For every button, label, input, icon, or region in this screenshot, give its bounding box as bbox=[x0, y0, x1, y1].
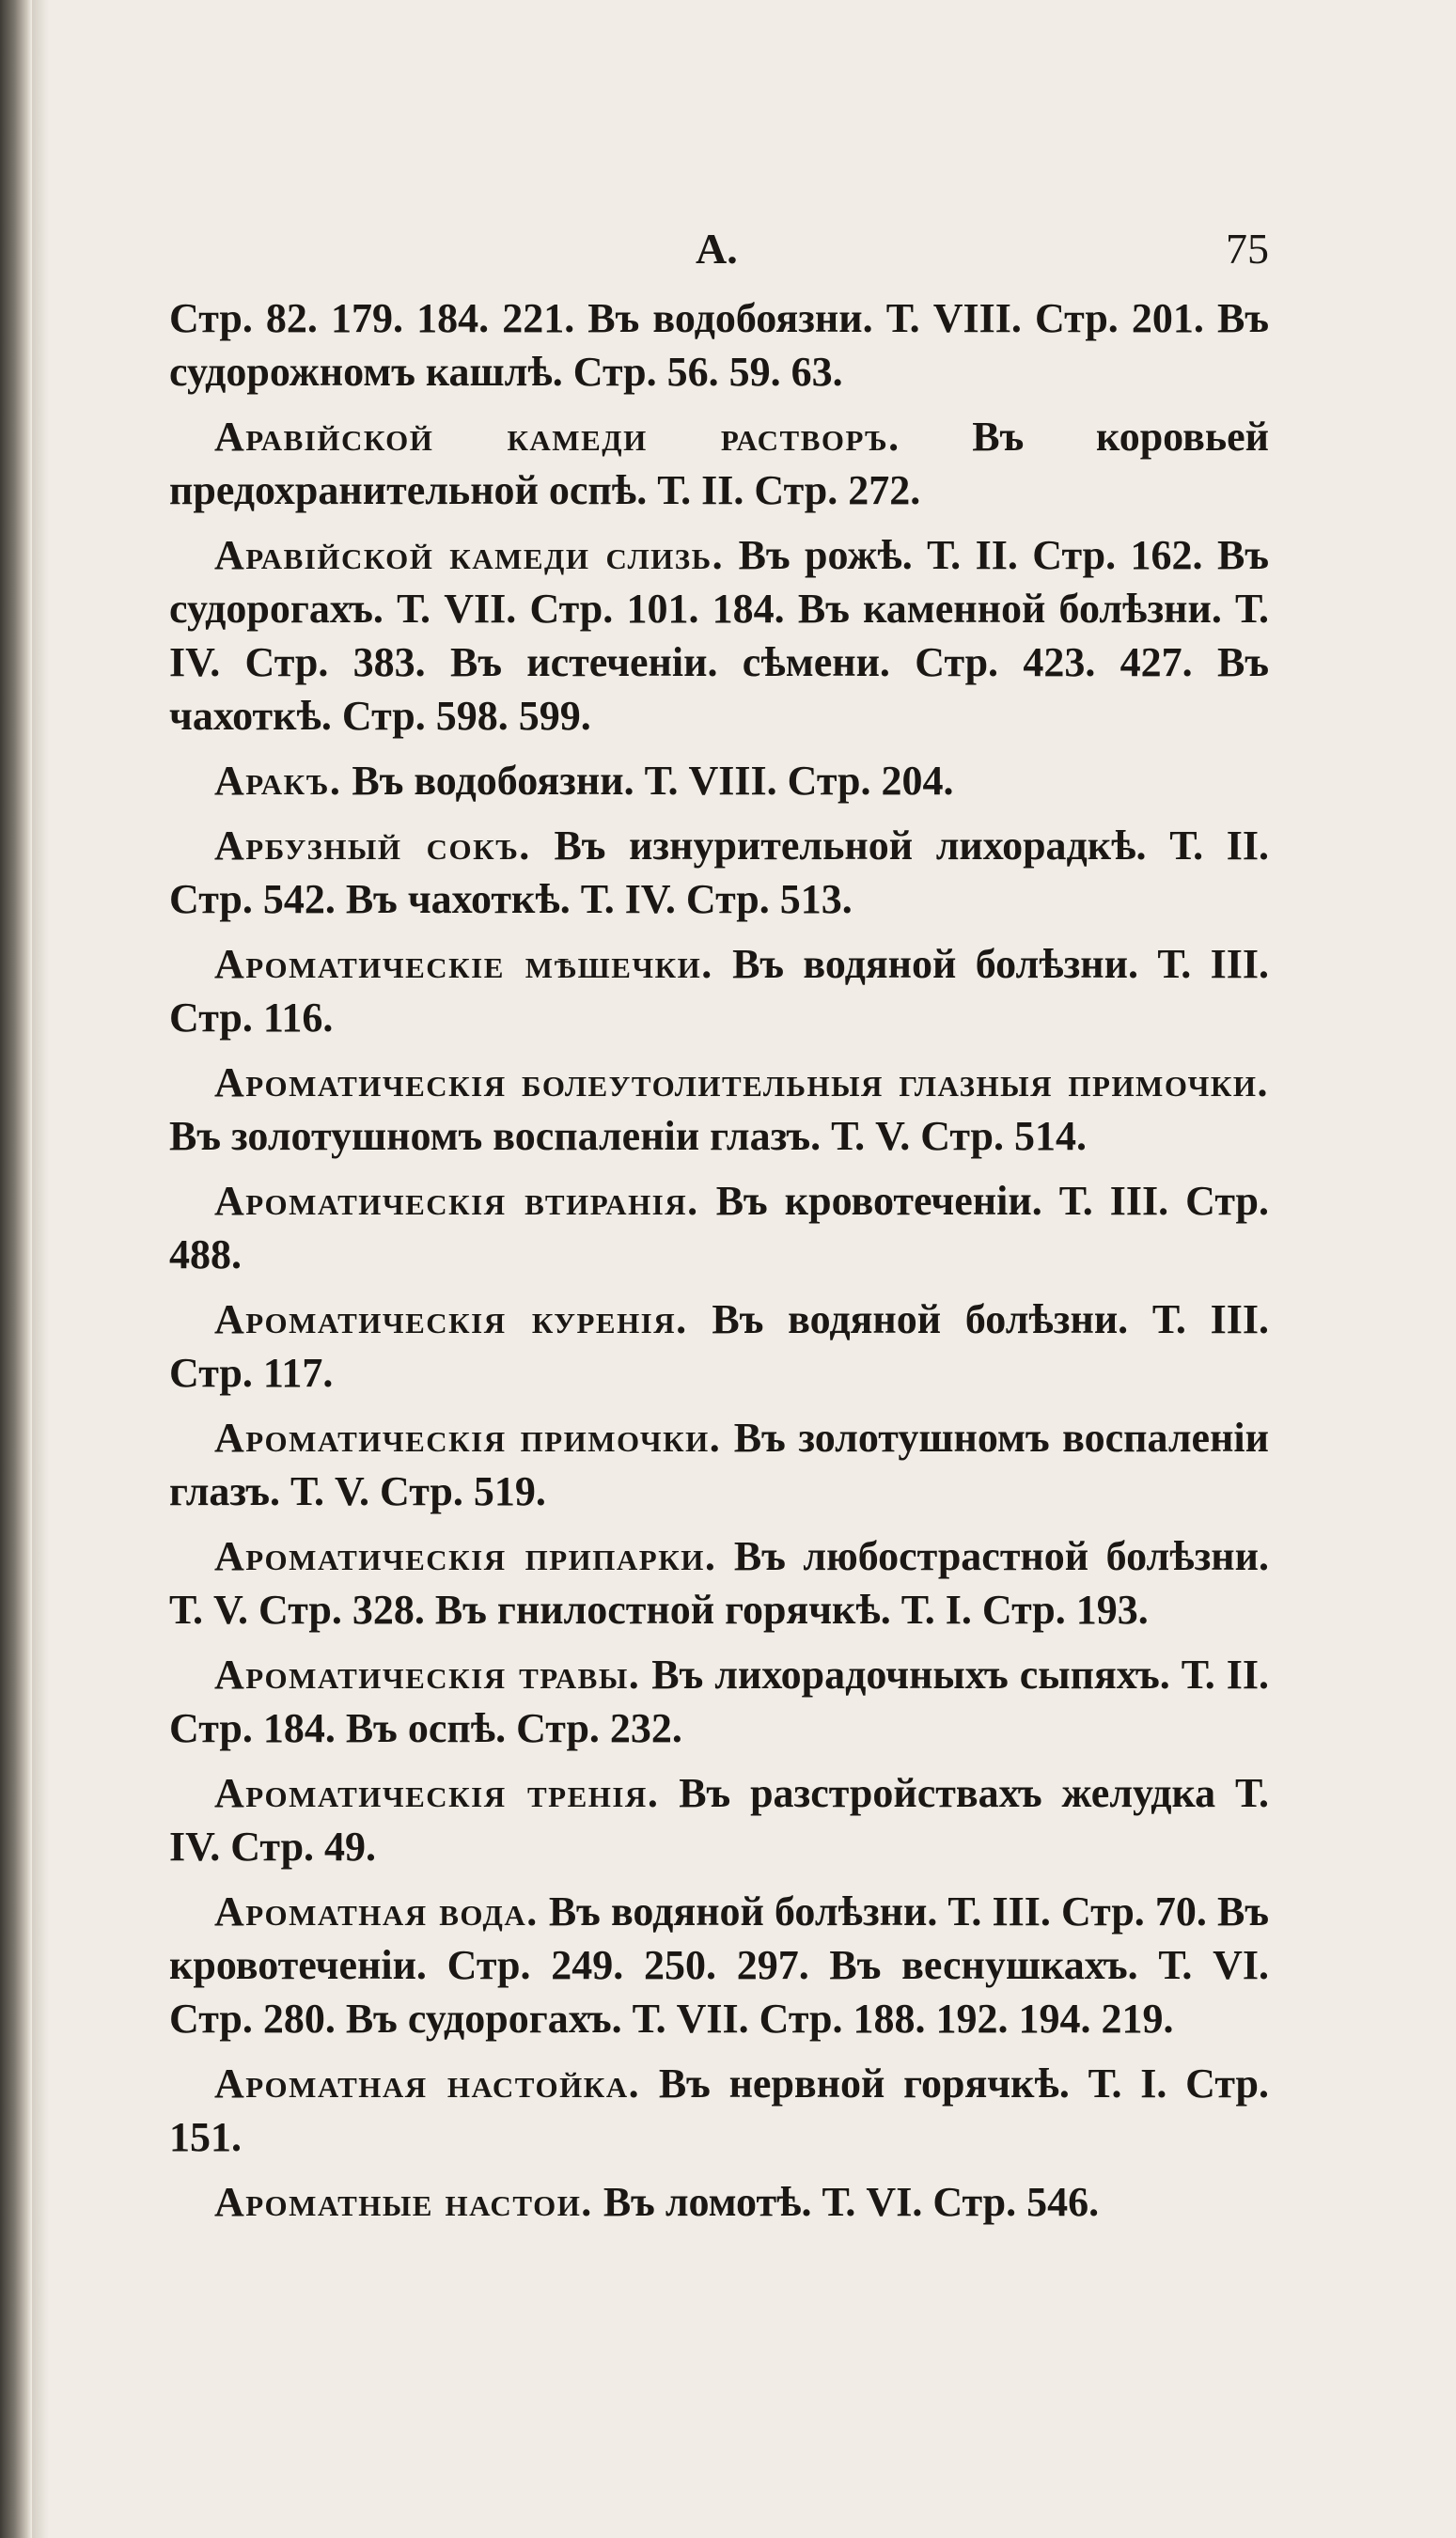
entry-text: Въ золотушномъ воспаленіи глазъ. Т. V. Стр. 514. bbox=[169, 1113, 1088, 1159]
index-entry bbox=[169, 1411, 1269, 1518]
entry-text: Въ разстройствахъ желудка Т. IV. Стр. 49. bbox=[169, 1770, 1269, 1870]
entry-headword: Ароматная настойка. bbox=[214, 2060, 641, 2107]
index-entry bbox=[169, 1174, 1269, 1281]
entry-headword: Ароматическіе мѣшечки. bbox=[214, 941, 713, 987]
index-entry bbox=[169, 410, 1269, 517]
entry-text: Въ лихорадочныхъ сыпяхъ. Т. II. Стр. 184. Въ оспѣ. Стр. 232. bbox=[169, 1652, 1269, 1751]
book-spine-shadow bbox=[0, 0, 32, 2538]
entry-text: Въ любострастной болѣзни. Т. V. Стр. 328. Въ гнилостной горячкѣ. Т. I. Стр. 193. bbox=[169, 1533, 1269, 1633]
index-entry bbox=[169, 1292, 1269, 1400]
index-entry bbox=[169, 1766, 1269, 1873]
index-entry bbox=[169, 819, 1269, 926]
index-entry bbox=[169, 1529, 1269, 1637]
entry-headword: Ароматическія болеутолительныя глазныя примочки. bbox=[214, 1059, 1269, 1105]
entry-text: Въ золотушномъ воспаленіи глазъ. Т. V. Стр. 519. bbox=[169, 1415, 1270, 1514]
running-head: А. bbox=[696, 225, 738, 273]
entry-text: Въ коровьей предохранительной оспѣ. Т. II. Стр. 272. bbox=[169, 414, 1269, 513]
index-entry bbox=[169, 528, 1269, 743]
index-entry bbox=[169, 1885, 1269, 2045]
continued-entry-text: Стр. 82. 179. 184. 221. Въ водобоязни. Т. VIII. Стр. 201. Въ судорожномъ кашлѣ. Стр. 56. 59. 63. bbox=[169, 295, 1269, 395]
index-entry bbox=[169, 754, 1269, 807]
page-edge bbox=[32, 0, 49, 2538]
entry-text: Въ рожѣ. Т. II. Стр. 162. Въ судорогахъ. Т. VII. Стр. 101. 184. Въ каменной болѣзни. Т. IV. Стр. 383. Въ истеченіи. сѣмени. Стр. 423. 427. Въ чахоткѣ. Стр. 598. 599. bbox=[169, 532, 1269, 739]
index-entry bbox=[169, 1056, 1269, 1163]
entry-headword: Ароматическія примочки. bbox=[214, 1415, 722, 1461]
entry-text: Въ ломотѣ. Т. VI. Стр. 546. bbox=[603, 2179, 1100, 2225]
page-number: 75 bbox=[1226, 225, 1269, 273]
entry-headword: Аравійской камеди растворъ. bbox=[214, 414, 900, 460]
entry-text: Въ нервной горячкѣ. Т. I. Стр. 151. bbox=[169, 2060, 1269, 2160]
entry-headword: Ароматическія втиранія. bbox=[214, 1178, 699, 1224]
entry-headword: Ароматическія припарки. bbox=[214, 1533, 717, 1579]
entry-headword: Ароматные настои. bbox=[214, 2179, 593, 2225]
index-entry bbox=[169, 1648, 1269, 1755]
entry-headword: Ароматная вода. bbox=[214, 1888, 539, 1935]
entry-text: Въ водобоязни. Т. VIII. Стр. 204. bbox=[352, 758, 954, 804]
entry-text: Въ изнурительной лихорадкѣ. Т. II. Стр. 542. Въ чахоткѣ. Т. IV. Стр. 513. bbox=[169, 822, 1270, 922]
index-entry bbox=[169, 2057, 1269, 2164]
continued-entry bbox=[169, 291, 1269, 399]
entry-headword: Ароматическія тренія. bbox=[214, 1770, 660, 1816]
entry-text: Въ кровотеченіи. Т. III. Стр. 488. bbox=[169, 1178, 1269, 1277]
entry-headword: Ароматическія травы. bbox=[214, 1652, 641, 1698]
book-page bbox=[169, 216, 1269, 2240]
entry-headword: Аравійской камеди слизь. bbox=[214, 532, 725, 578]
entry-text: Въ водяной болѣзни. Т. III. Стр. 117. bbox=[169, 1296, 1270, 1396]
entry-headword: Аракъ. bbox=[214, 758, 342, 804]
index-entry bbox=[169, 937, 1269, 1044]
entry-text: Въ водяной болѣзни. Т. III. Стр. 70. Въ кровотеченіи. Стр. 249. 250. 297. Въ веснушкахъ. Т. VI. Стр. 280. Въ судорогахъ. Т. VII. Стр. 188. 192. 194. 219. bbox=[169, 1888, 1270, 2042]
page-header bbox=[169, 216, 1269, 291]
entry-text: Въ водяной болѣзни. Т. III. Стр. 116. bbox=[169, 941, 1269, 1041]
entry-headword: Арбузный сокъ. bbox=[214, 822, 531, 869]
entry-list bbox=[169, 410, 1269, 2229]
index-entry bbox=[169, 2175, 1269, 2229]
entry-headword: Ароматическія куренія. bbox=[214, 1296, 688, 1342]
